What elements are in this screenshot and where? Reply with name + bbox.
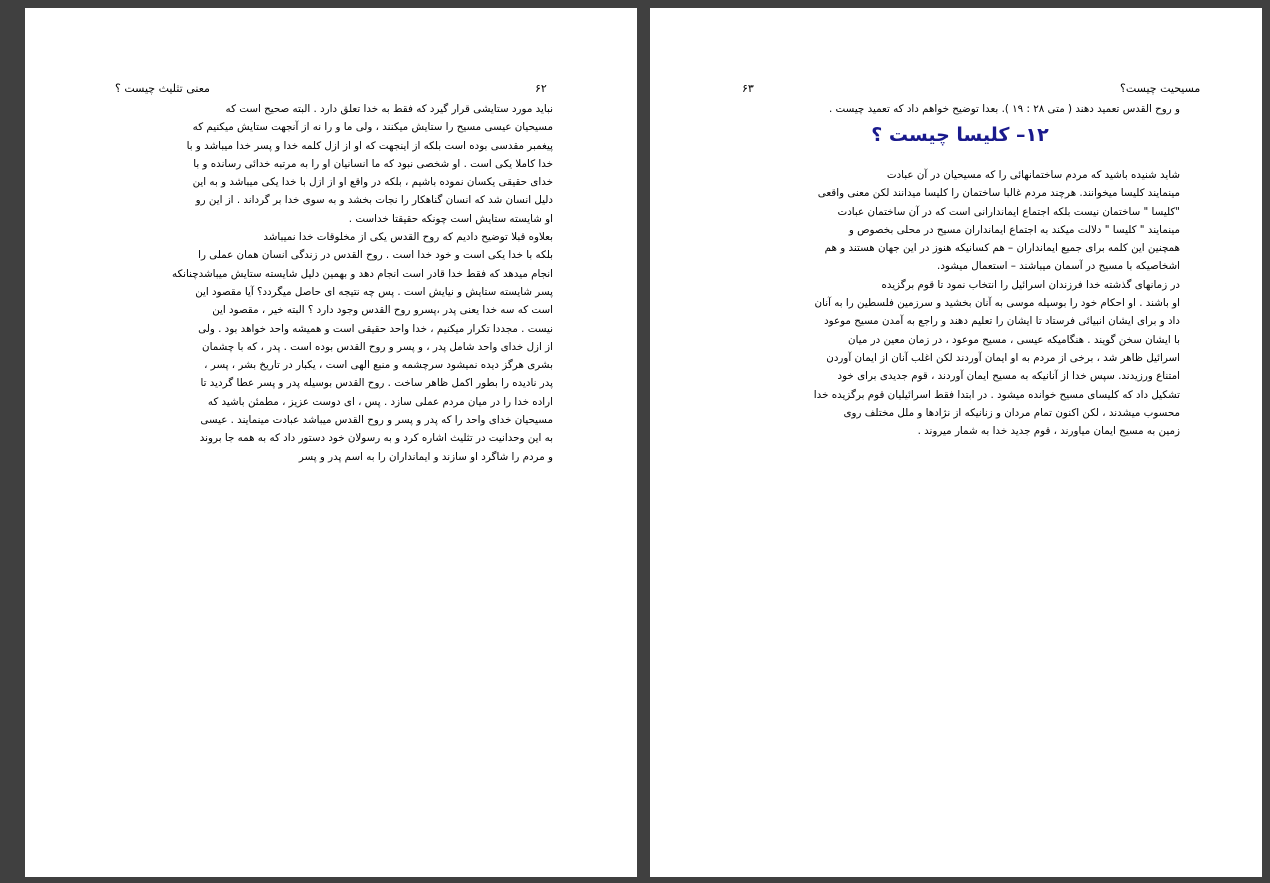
text-line: و روح القدس تعمید دهند ( متی ۲۸ : ۱۹ ). بعدا توضیح خواهم داد که تعمید چیست . <box>828 103 1180 115</box>
page-number: ۶۳ <box>742 82 754 95</box>
text-line: پدر نادیده را بطور اکمل ظاهر ساخت . روح القدس بوسیله پدر و پسر عطا گردید تا <box>200 377 553 390</box>
text-line: بلکه با خدا یکی است و خود خدا است . روح القدس در زندگی انسان همان عملی را <box>198 249 553 262</box>
text-line: او شایسته ستایش است چونکه حقیقتا خداست . <box>348 212 553 225</box>
pdf-page-62 <box>25 8 637 877</box>
text-line: پسر شایسته ستایش و نیایش است . پس چه نتیجه ای حاصل میگردد؟ آیا مقصود این <box>195 285 553 298</box>
text-line: انجام میدهد که فقط خدا قادر است انجام دهد و بهمین دلیل شایسته ستایش میباشدچنانکه <box>171 267 553 280</box>
text-line: زمین به مسیح ایمان میاورند ، قوم جدید خدا به شمار میروند . <box>917 425 1180 438</box>
text-line: بشری هرگز دیده نمیشود سرچشمه و منبع الهی است ، یکبار در تاریخ بشر ، پسر ، <box>204 359 553 372</box>
page-body-text <box>113 100 553 466</box>
text-line: مینمایند " کلیسا " دلالت میکند به اجتماع ایمانداران مسیح در محلی بخصوص و <box>848 223 1180 236</box>
text-line: همچنین این کلمه برای جمیع ایمانداران – هم کسانیکه هنوز در این جهان هستند و هم <box>824 242 1180 255</box>
page-intro-text <box>740 100 1180 118</box>
text-line: بعلاوه قبلا توضیح دادیم که روح القدس یکی از مخلوقات خدا نمیباشد <box>263 231 553 244</box>
text-line: اسرائیل ظاهر شد ، برخی از مردم به او ایمان آوردند لکن اغلب آنان از ایمان آوردن <box>826 351 1180 364</box>
text-line: به این وحدانیت در تثلیث اشاره کرد و به رسولان خود دستور داد که به همه جا بروند <box>199 432 553 445</box>
text-line: خدا کاملا یکی است . او شخصی نبود که ما انسانیان او را به مرتبه خدائی رسانده و با <box>193 157 553 170</box>
chapter-title: ۱۲– کلیسا چیست ؟ <box>871 124 1049 146</box>
text-line: دلیل انسان شد که انسان گناهکار را نجات بخشد و به سوی خدا بر گرداند . از این رو <box>195 194 553 207</box>
text-line: در زمانهای گذشته خدا فرزندان اسرائیل را انتخاب نمود تا قوم برگزیده <box>881 278 1180 291</box>
text-line: داد و برای ایشان انبیائی فرستاد تا ایشان را تعلیم دهند و راجع به آمدن مسیح موعود <box>824 315 1180 328</box>
text-line: مسیحیان خدای واحد را که پدر و پسر و روح القدس میباشد عبادت مینمایند . عیسی <box>200 414 553 427</box>
text-line: نیست . مجددا تکرار میکنیم ، خدا واحد حقیقی است و همیشه واحد خواهد بود . ولی <box>198 322 553 335</box>
text-line: مینمایند کلیسا میخوانند. هرچند مردم غالبا ساختمان را کلیسا میدانند لکن معنی واقعی <box>817 187 1180 200</box>
page-body-text <box>740 166 1180 440</box>
text-line: از ازل خدای واحد شامل پدر ، و پسر و روح القدس بوده است . پدر ، که با چشمان <box>202 340 553 353</box>
text-line: او باشند . او احکام خود را بوسیله موسی به آنان بخشید و سرزمین فلسطین را به آنان <box>814 297 1180 310</box>
text-line: با ایشان سخن گویند . هنگامیکه عیسی ، مسیح موعود ، در زمان معین در میان <box>848 333 1180 346</box>
pdf-page-63 <box>650 8 1262 877</box>
page-number: ۶۲ <box>535 82 547 95</box>
text-line: "کلیسا " ساختمان نیست بلکه اجتماع ایماندارانی است که در آن ساختمان عبادت <box>837 205 1180 218</box>
text-line: اشخاصیکه با مسیح در آسمان میباشند – استعمال میشود. <box>937 260 1180 273</box>
text-line: محسوب میشدند ، لکن اکنون تمام مردان و زنانیکه از نژادها و ملل مختلف روی <box>843 406 1180 419</box>
running-header: معنی تثلیث چیست ؟ <box>115 82 210 95</box>
text-line: اراده خدا را در میان مردم عملی سازد . پس ، ای دوست عزیز ، مطمئن باشید که <box>207 395 553 408</box>
running-header: مسیحیت چیست؟ <box>1120 82 1201 95</box>
text-line: است که سه خدا یعنی پدر ،پسرو روح القدس وجود دارد ؟ البته خیر ، مقصود این <box>212 304 553 317</box>
text-line: تشکیل داد که کلیسای مسیح خوانده میشود . در ابتدا فقط اسرائیلیان قوم برگزیده خدا <box>813 388 1180 401</box>
text-line: نباید مورد ستایشی قرار گیرد که فقط به خدا تعلق دارد . البته صحیح است که <box>225 103 553 115</box>
text-line: و مردم را شاگرد او سازند و ایمانداران را به اسم پدر و پسر <box>298 450 553 463</box>
text-line: مسیحیان عیسی مسیح را ستایش میکنند ، ولی ما و را نه از آنجهت ستایش میکنیم که <box>192 121 553 134</box>
text-line: شاید شنیده باشید که مردم ساختمانهائی را که مسیحیان در آن عبادت <box>886 169 1180 181</box>
text-line: امتناع ورزیدند. سپس خدا از آنانیکه به مسیح ایمان آوردند ، قوم جدیدی برای خود <box>837 370 1180 383</box>
text-line: پیغمبر مقدسی بوده است بلکه از اینجهت که او از ازل کلمه خدا و پسر خدا میباشد و با <box>186 139 553 152</box>
text-line: خدای حقیقی یکسان نموده باشیم ، بلکه در واقع او از ازل با خدا یکی میباشد و به این <box>192 176 553 189</box>
